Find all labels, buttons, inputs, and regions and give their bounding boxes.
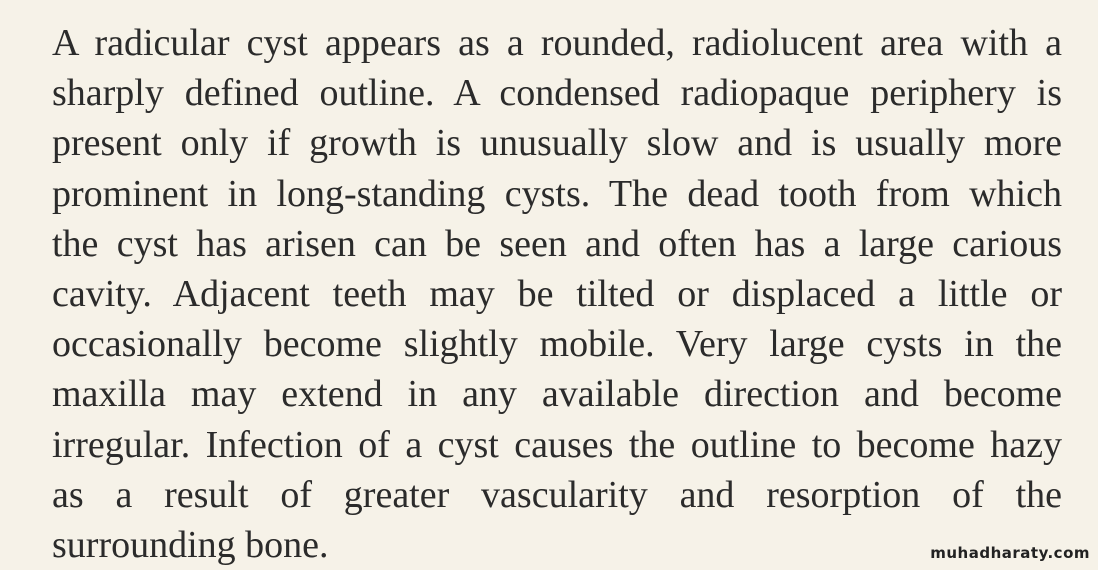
paragraph-line-4: prominent in long-standing cysts. The dead tooth from which xyxy=(52,172,1062,215)
site-watermark: muhadharaty.com xyxy=(930,544,1090,562)
paragraph-line-7: occasionally become slightly mobile. Very large cysts in the xyxy=(52,323,1062,366)
paragraph-line-6: cavity. Adjacent teeth may be tilted or displaced a little or xyxy=(52,273,1062,316)
paragraph-line-2: sharply defined outline. A condensed radiopaque periphery is xyxy=(52,72,1062,115)
paragraph-line-9: irregular. Infection of a cyst causes the outline to become hazy xyxy=(52,423,1062,466)
paragraph-line-3: present only if growth is unusually slow and is usually more xyxy=(52,122,1062,165)
paragraph-line-5: the cyst has arisen can be seen and often has a large carious xyxy=(52,222,1062,265)
paragraph-line-11: surrounding bone. xyxy=(52,524,329,567)
paragraph-line-1: A radicular cyst appears as a rounded, radiolucent area with a xyxy=(52,22,1062,64)
paragraph-line-8: maxilla may extend in any available direction and become xyxy=(52,373,1062,416)
body-paragraph xyxy=(52,18,1062,570)
paragraph-line-10: as a result of greater vascularity and resorption of the xyxy=(52,473,1062,516)
